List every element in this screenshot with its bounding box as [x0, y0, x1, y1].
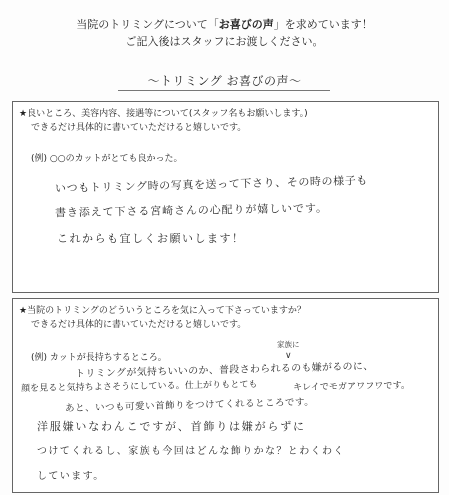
title-underline [118, 90, 330, 91]
handwritten-answer-2-line-3: キレイでモガアワフワです。 [292, 380, 411, 394]
handwritten-answer-1-line-1: いつもトリミング時の写真を送って下さり、その時の様子も [54, 173, 369, 196]
question-1-line-2: できるだけ具体的に書いていただけると嬉しいです。 [31, 123, 247, 133]
header-text-bold: お喜びの声 [218, 18, 274, 31]
header-text-pre: 当院のトリミングについて「 [76, 18, 219, 31]
handwritten-answer-2-line-5: 洋服嫌いなわんこですが、首飾りは嫌がらずに [37, 420, 306, 433]
header-text-post: 」を求めています！ [273, 18, 373, 31]
insert-caret-mark: ∨ [285, 351, 292, 361]
feedback-box-1 [12, 101, 439, 293]
example-1: (例) ○○のカットがとても良かった。 [31, 154, 183, 164]
handwritten-answer-2-line-7: しています。 [37, 471, 105, 482]
handwritten-answer-2-line-6: つけてくれるし、家族も今回はどんな飾りかな？とわくわく [37, 446, 345, 457]
feedback-box-2 [12, 298, 439, 493]
handwritten-insert-note: 家族に [277, 340, 300, 349]
question-2-line-2: できるだけ具体的に書いていただけると嬉しいです。 [31, 320, 247, 330]
question-1-line-1: ★良いところ、美容内容、接遇等について(スタッフ名もお願いします。) [19, 109, 308, 119]
form-header [0, 16, 449, 50]
header-line-2: ご記入後はスタッフにお渡しください。 [125, 35, 324, 48]
handwritten-answer-2-line-4: あと、いつも可愛い首飾りをつけてくれるところです。 [64, 396, 315, 415]
handwritten-answer-1-line-3: これからも宜しくお願いします！ [57, 232, 245, 245]
handwritten-answer-2-line-1: トリミングが気持ちいいのか、普段さわられるのも嫌がるのに、 [74, 361, 374, 380]
header-line-1 [0, 16, 449, 33]
form-title: ～トリミング お喜びの声～ [147, 74, 302, 88]
handwritten-answer-1-line-2: 書き添えて下さる宮崎さんの心配りが嬉しいです。 [54, 201, 328, 220]
question-2-line-1: ★当院のトリミングのどういうところを気に入って下さっていますか？ [19, 306, 306, 316]
example-2: (例) カットが長持ちするところ。 [31, 353, 167, 363]
handwritten-answer-2-line-2: 顔を見ると気持ちよさそうにしている。仕上がりもとても [20, 379, 258, 395]
